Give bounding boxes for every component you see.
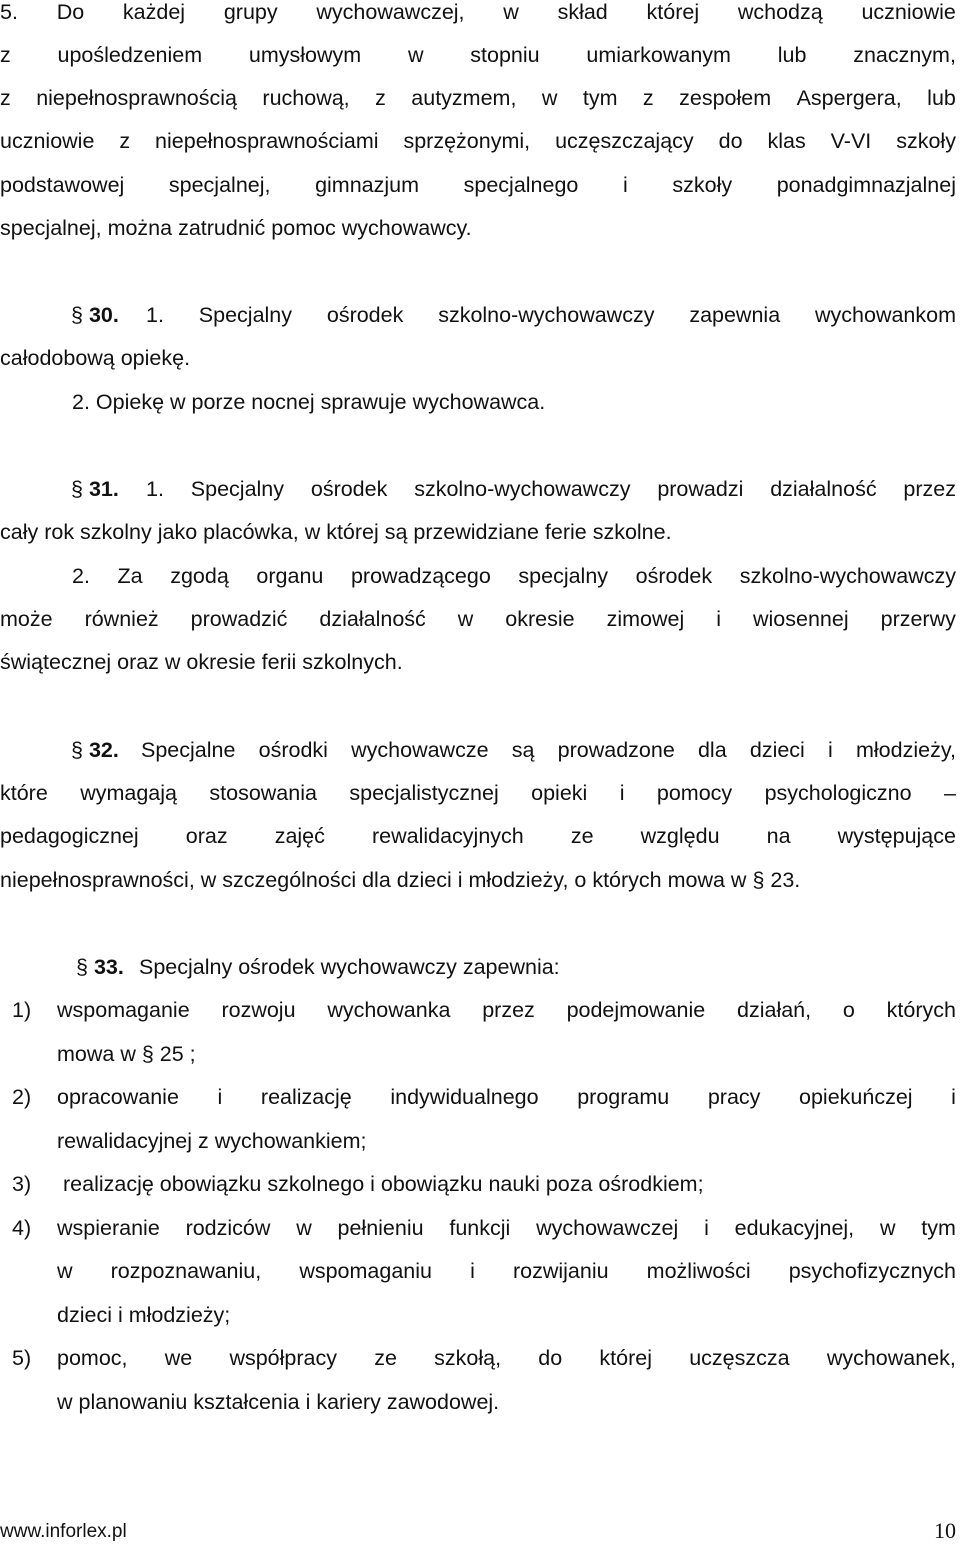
s32-line-3: pedagogicznej oraz zajęć rewalidacyjnych ze względu na występujące	[0, 824, 956, 848]
section-number: 30.	[88, 303, 119, 327]
list-item-number: 4)	[12, 1216, 32, 1240]
s32-line-1: Specjalne ośrodki wychowawcze są prowadzone dla dzieci i młodzieży,	[141, 738, 956, 762]
list-item-1-line-2: mowa w § 25 ;	[57, 1042, 196, 1066]
s31-line-3: 2. Za zgodą organu prowadzącego specjalny ośrodek szkolno-wychowawczy	[72, 564, 956, 588]
list-item-2-line-2: rewalidacyjnej z wychowankiem;	[57, 1129, 367, 1153]
s31-line-4: może również prowadzić działalność w okresie zimowej i wiosennej przerwy	[0, 607, 956, 631]
section-number: 33.	[93, 955, 124, 979]
s31-line-5: świątecznej oraz w okresie ferii szkolnych.	[0, 650, 403, 674]
list-item-5-line-2: w planowaniu kształcenia i kariery zawodowej.	[57, 1390, 500, 1414]
intro-line-6: specjalnej, można zatrudnić pomoc wychowawcy.	[0, 216, 472, 240]
section-sign: §	[752, 868, 765, 892]
section-32-heading	[71, 736, 119, 764]
list-item-2-line-1: opracowanie i realizację indywidualnego programu pracy opiekuńczej i	[57, 1085, 956, 1109]
section-number: 32.	[88, 738, 119, 762]
section-31-heading	[71, 475, 119, 503]
list-item-1-line-1: wspomaganie rozwoju wychowanka przez podejmowanie działań, o których	[57, 998, 956, 1022]
section-sign: §	[141, 1042, 154, 1066]
page-number: 10	[934, 1518, 956, 1543]
section-sign: §	[71, 738, 83, 762]
list-item-number: 3)	[12, 1172, 32, 1196]
list-item-4-line-2: w rozpoznawaniu, wspomaganiu i rozwijaniu możliwości psychofizycznych	[57, 1259, 956, 1283]
s32-line-2: które wymagają stosowania specjalistycznej opieki i pomocy psychologiczno –	[0, 781, 956, 805]
s30-line-2: całodobową opiekę.	[0, 346, 191, 370]
list-item-3-line-1: realizację obowiązku szkolnego i obowiązku nauki poza ośrodkiem;	[63, 1172, 704, 1196]
s33-line-1: Specjalny ośrodek wychowawczy zapewnia:	[139, 955, 560, 979]
section-33-heading	[76, 953, 124, 981]
footer-url[interactable]: www.inforlex.pl	[0, 1521, 127, 1542]
list-item-number: 5)	[12, 1346, 32, 1370]
s31-line-2: cały rok szkolny jako placówka, w której są przewidziane ferie szkolne.	[0, 520, 672, 544]
s30-line-1: 1. Specjalny ośrodek szkolno-wychowawczy zapewnia wychowankom	[146, 303, 956, 327]
list-item-4-line-1: wspieranie rodziców w pełnieniu funkcji wychowawczej i edukacyjnej, w tym	[57, 1216, 956, 1240]
intro-line-4: uczniowie z niepełnosprawnościami sprzężonymi, uczęszczający do klas V-VI szkoły	[0, 129, 956, 153]
section-sign: §	[71, 477, 83, 501]
intro-line-1: 5. Do każdej grupy wychowawczej, w skład której wchodzą uczniowie	[0, 0, 956, 24]
section-sign: §	[71, 303, 83, 327]
intro-line-2: z upośledzeniem umysłowym w stopniu umiarkowanym lub znacznym,	[0, 43, 956, 67]
list-item-4-line-3: dzieci i młodzieży;	[57, 1303, 231, 1327]
list-item-number: 1)	[12, 998, 32, 1022]
s32-line-4: niepełnosprawności, w szczególności dla dzieci i młodzieży, o których mowa w § 23.	[0, 868, 801, 892]
list-item-5-line-1: pomoc, we współpracy ze szkołą, do której uczęszcza wychowanek,	[57, 1346, 956, 1370]
list-item-number: 2)	[12, 1085, 32, 1109]
s31-line-1: 1. Specjalny ośrodek szkolno-wychowawczy prowadzi działalność przez	[146, 477, 956, 501]
intro-line-3: z niepełnosprawnością ruchową, z autyzmem, w tym z zespołem Aspergera, lub	[0, 86, 956, 110]
intro-line-5: podstawowej specjalnej, gimnazjum specjalnego i szkoły ponadgimnazjalnej	[0, 173, 956, 197]
section-30-heading	[71, 301, 119, 329]
section-sign: §	[76, 955, 88, 979]
section-number: 31.	[88, 477, 119, 501]
s30-line-3: 2. Opiekę w porze nocnej sprawuje wychowawca.	[72, 390, 546, 414]
